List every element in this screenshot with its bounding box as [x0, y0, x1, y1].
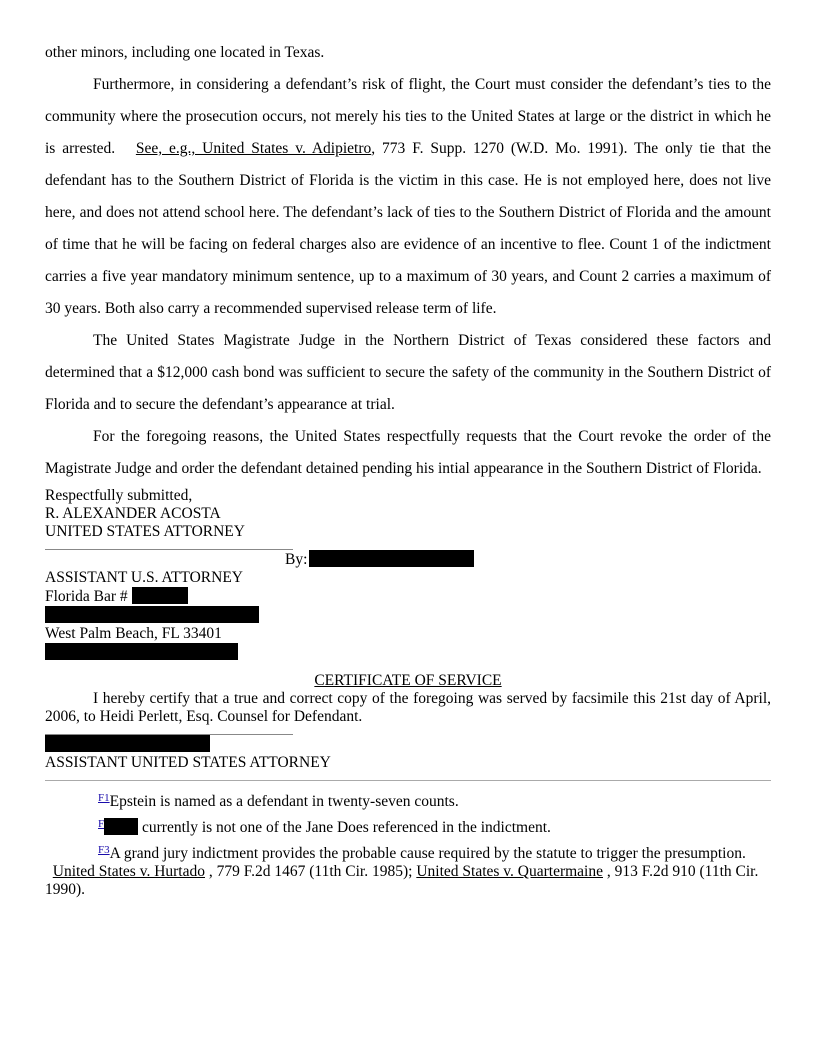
by-label: By:	[285, 551, 308, 568]
certificate-signature-redaction	[45, 735, 771, 754]
redaction-box	[309, 550, 474, 567]
redaction-box	[132, 587, 188, 604]
assistant-title: ASSISTANT U.S. ATTORNEY	[45, 569, 243, 586]
document-page	[45, 0, 771, 899]
us-attorney-name: R. ALEXANDER ACOSTA	[45, 505, 221, 522]
footnote-3-link[interactable]: F3	[98, 844, 110, 856]
redaction-box	[45, 643, 238, 660]
footnote-2-link[interactable]: F	[98, 818, 105, 830]
certificate-text: I hereby certify that a true and correct copy of the foregoing was served by facsimile this 21st day of April, 2006, to Heidi Perlett, Esq. Counsel for Defendant.	[45, 690, 771, 725]
paragraph-conclusion: For the foregoing reasons, the United States respectfully requests that the Court revoke the order of the Magistrate Judge and order the defendant detained pending his intial appearance in the Southern District of Florida.	[45, 428, 771, 477]
footnote-3-text: , 913 F.2d 910 (11th Cir. 1990).	[45, 863, 759, 898]
phone-redaction-line	[45, 643, 771, 662]
case-citation: United States v. Hurtado	[52, 863, 205, 880]
paragraph-flight-risk	[45, 69, 771, 325]
paragraph-continuation: other minors, including one located in Texas.	[45, 44, 325, 61]
us-attorney-office: UNITED STATES ATTORNEY	[45, 523, 245, 540]
closing: Respectfully submitted,	[45, 487, 193, 504]
florida-bar-line	[45, 587, 771, 606]
by-line	[45, 550, 771, 569]
redaction-box	[45, 606, 259, 623]
footnote-divider	[45, 780, 771, 781]
footnote-2	[45, 813, 771, 839]
florida-bar-label: Florida Bar #	[45, 588, 128, 605]
city-line: West Palm Beach, FL 33401	[45, 625, 222, 642]
footnotes	[45, 787, 771, 899]
paragraph-magistrate: The United States Magistrate Judge in the Northern District of Texas considered these factors and determined that a $12,000 cash bond was sufficient to secure the safety of the community in the Southern District of Florida and to secure the defendant’s appearance at trial.	[45, 332, 771, 413]
motion-body	[45, 37, 771, 485]
paragraph-text: Furthermore, in considering a defendant’s risk of flight, the Court must consider the defendant’s ties to the community where the prosecution occurs, not merely his ties to the United States at large or the district in which he is arrested.	[45, 76, 771, 157]
redaction-box	[104, 818, 138, 835]
address-redaction-line	[45, 606, 771, 625]
certificate-of-service	[45, 672, 771, 772]
redaction-box	[45, 735, 210, 752]
footnote-1-link[interactable]: F1	[98, 792, 110, 804]
certificate-heading: CERTIFICATE OF SERVICE	[314, 672, 502, 689]
paragraph-text: , 773 F. Supp. 1270 (W.D. Mo. 1991). The only tie that the defendant has to the Southern District of Florida is the victim in this case. He is not employed here, does not live here, and does not attend school here. The defendant’s lack of ties to the Southern District of Florida and the amount of time that he will be facing on federal charges also are evidence of an incentive to flee. Count 1 of the indictment carries a five year mandatory minimum sentence, up to a maximum of 30 years, and Count 2 carries a maximum of 30 years. Both also carry a recommended supervised release term of life.	[45, 140, 771, 317]
footnote-3-text: , 779 F.2d 1467 (11th Cir. 1985);	[205, 863, 417, 880]
footnote-1-text: Epstein is named as a defendant in twenty-seven counts.	[109, 793, 459, 810]
certificate-signer: ASSISTANT UNITED STATES ATTORNEY	[45, 754, 331, 771]
footnote-2-text: currently is not one of the Jane Does referenced in the indictment.	[138, 819, 551, 836]
case-citation: United States v. Quartermaine	[416, 863, 603, 880]
case-citation: See, e.g., United States v. Adipietro	[135, 140, 372, 157]
footnote-3-text: A grand jury indictment provides the probable cause required by the statute to trigger the presumption.	[109, 845, 746, 862]
signature-block	[45, 487, 771, 662]
footnote-1	[45, 787, 771, 813]
footnote-3	[45, 841, 771, 899]
